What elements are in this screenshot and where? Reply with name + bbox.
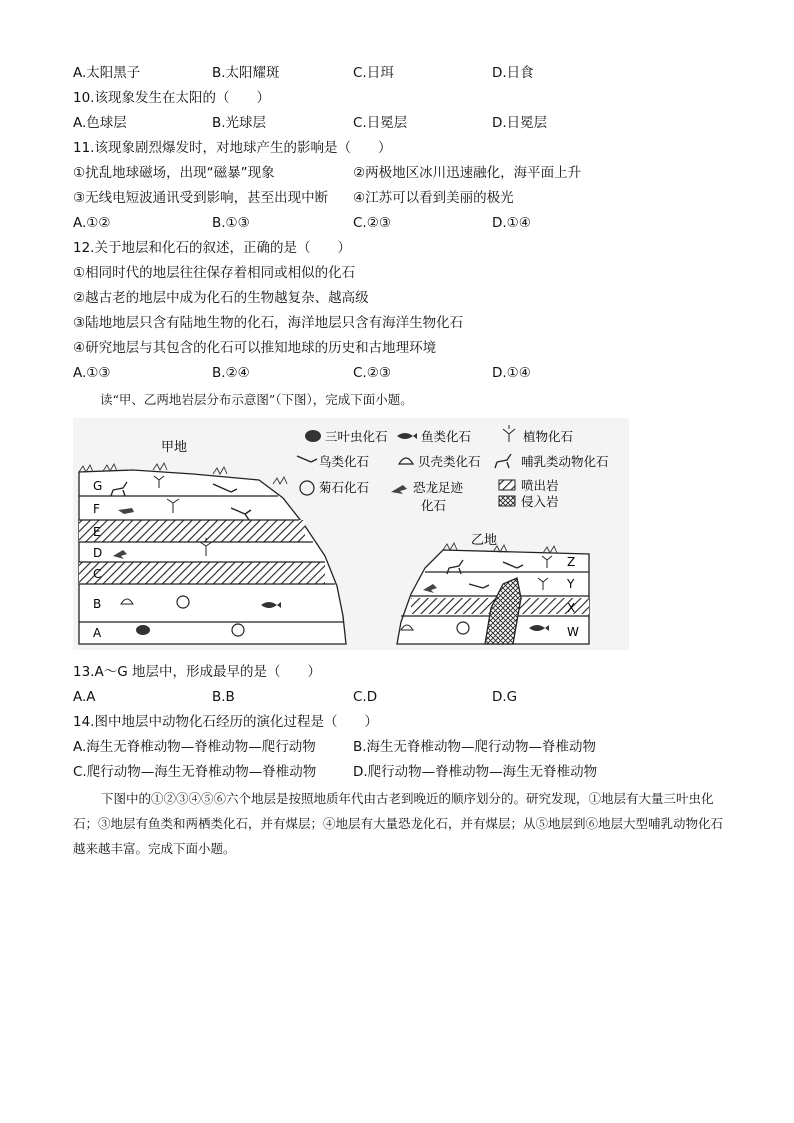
layer-label-g: G: [93, 479, 103, 493]
legend-dino-2: 化石: [421, 498, 447, 513]
q10-option-b: B.光球层: [212, 115, 267, 131]
q13-option-a: A.A: [73, 689, 96, 705]
q11-stem: 11.该现象剧烈爆发时，对地球产生的影响是（ ）: [73, 140, 392, 156]
q13-stem: 13.A～G 地层中，形成最早的是（ ）: [73, 664, 321, 680]
layer-label-z: Z: [567, 555, 576, 569]
q11-item-3: ③无线电短波通讯受到影响，甚至出现中断: [73, 190, 329, 206]
q11-item-2: ②两极地区冰川迅速融化，海平面上升: [353, 165, 582, 181]
q12-option-c: C.②③: [353, 365, 391, 381]
q12-stem: 12.关于地层和化石的叙述，正确的是（ ）: [73, 240, 351, 256]
q12-item-1: ①相同时代的地层往往保存着相同或相似的化石: [73, 265, 356, 281]
layer-label-c: C: [93, 567, 102, 581]
figure-intro: 读“甲、乙两地岩层分布示意图”（下图），完成下面小题。: [100, 392, 413, 407]
layer-label-b: B: [93, 597, 102, 611]
layer-label-a: A: [93, 626, 102, 640]
legend-mammal: 哺乳类动物化石: [521, 454, 609, 469]
q13-option-d: D.G: [492, 689, 518, 705]
legend-intrusive-swatch: [499, 496, 515, 506]
q11-option-c: C.②③: [353, 215, 391, 231]
legend-bird: 鸟类化石: [319, 454, 370, 469]
legend-dino-1: 恐龙足迹: [413, 480, 464, 495]
q9-option-d: D.日食: [492, 65, 534, 81]
legend-plant: 植物化石: [523, 429, 574, 444]
jia-title: 甲地: [161, 440, 188, 455]
q14-option-d: D.爬行动物—脊椎动物—海生无脊椎动物: [353, 764, 598, 780]
layer-label-e: E: [93, 525, 101, 539]
layer-label-d: D: [93, 546, 103, 560]
q11-option-a: A.①②: [73, 215, 111, 231]
strata-figure: [73, 418, 629, 650]
q11-option-b: B.①③: [212, 215, 250, 231]
legend-extrusive-swatch: [499, 480, 515, 490]
layer-label-y: Y: [567, 577, 575, 591]
q14-stem: 14.图中地层中动物化石经历的演化过程是（ ）: [73, 714, 378, 730]
q12-item-3: ③陆地地层只含有陆地生物的化石，海洋地层只含有海洋生物化石: [73, 315, 464, 331]
yi-title: 乙地: [471, 533, 498, 548]
q12-item-2: ②越古老的地层中成为化石的生物越复杂、越高级: [73, 290, 369, 306]
q14-option-a: A.海生无脊椎动物—脊椎动物—爬行动物: [73, 739, 316, 755]
q13-option-b: B.B: [212, 689, 235, 705]
layer-label-x: X: [567, 601, 576, 615]
legend-ammonite: 菊石化石: [319, 480, 370, 495]
layer-c-hatch: [79, 562, 325, 584]
q14-option-c: C.爬行动物—海生无脊椎动物—脊椎动物: [73, 764, 317, 780]
trilobite-fossil-icon: [136, 625, 150, 635]
legend-extrusive: 喷出岩: [521, 478, 559, 493]
q10-option-c: C.日冕层: [353, 115, 408, 131]
q12-option-a: A.①③: [73, 365, 111, 381]
layer-label-w: W: [567, 625, 579, 639]
legend-fish: 鱼类化石: [421, 429, 472, 444]
q10-option-d: D.日冕层: [492, 115, 548, 131]
q10-stem: 10.该现象发生在太阳的（ ）: [73, 90, 270, 106]
passage-2: 下图中的①②③④⑤⑥六个地层是按照地质年代由古老到晚近的顺序划分的。研究发现，①地层有大量三叶虫化石；③地层有鱼类和两栖类化石，并有煤层；④地层有大量恐龙化石，并有煤层；从⑤地层到⑥地层大型哺乳动物化石越来越丰富。完成下面小题。: [73, 791, 724, 856]
q9-option-c: C.日珥: [353, 65, 394, 81]
q12-option-b: B.②④: [212, 365, 250, 381]
q13-option-c: C.D: [353, 689, 378, 705]
q12-item-4: ④研究地层与其包含的化石可以推知地球的历史和古地理环境: [73, 340, 437, 356]
legend-shell: 贝壳类化石: [418, 454, 481, 469]
q9-option-b: B.太阳耀斑: [212, 65, 280, 81]
q11-option-d: D.①④: [492, 215, 531, 231]
layer-label-f: F: [93, 502, 100, 516]
q9-option-a: A.太阳黑子: [73, 65, 141, 81]
q11-item-4: ④江苏可以看到美丽的极光: [353, 190, 514, 206]
q11-item-1: ①扰乱地球磁场，出现“磁暴”现象: [73, 165, 275, 181]
legend-trilobite-icon: [305, 430, 321, 442]
legend-intrusive: 侵入岩: [521, 494, 559, 509]
q12-option-d: D.①④: [492, 365, 531, 381]
layer-e-hatch: [79, 520, 305, 542]
q10-option-a: A.色球层: [73, 115, 127, 131]
legend-trilobite: 三叶虫化石: [325, 429, 388, 444]
q14-option-b: B.海生无脊椎动物—爬行动物—脊椎动物: [353, 739, 597, 755]
